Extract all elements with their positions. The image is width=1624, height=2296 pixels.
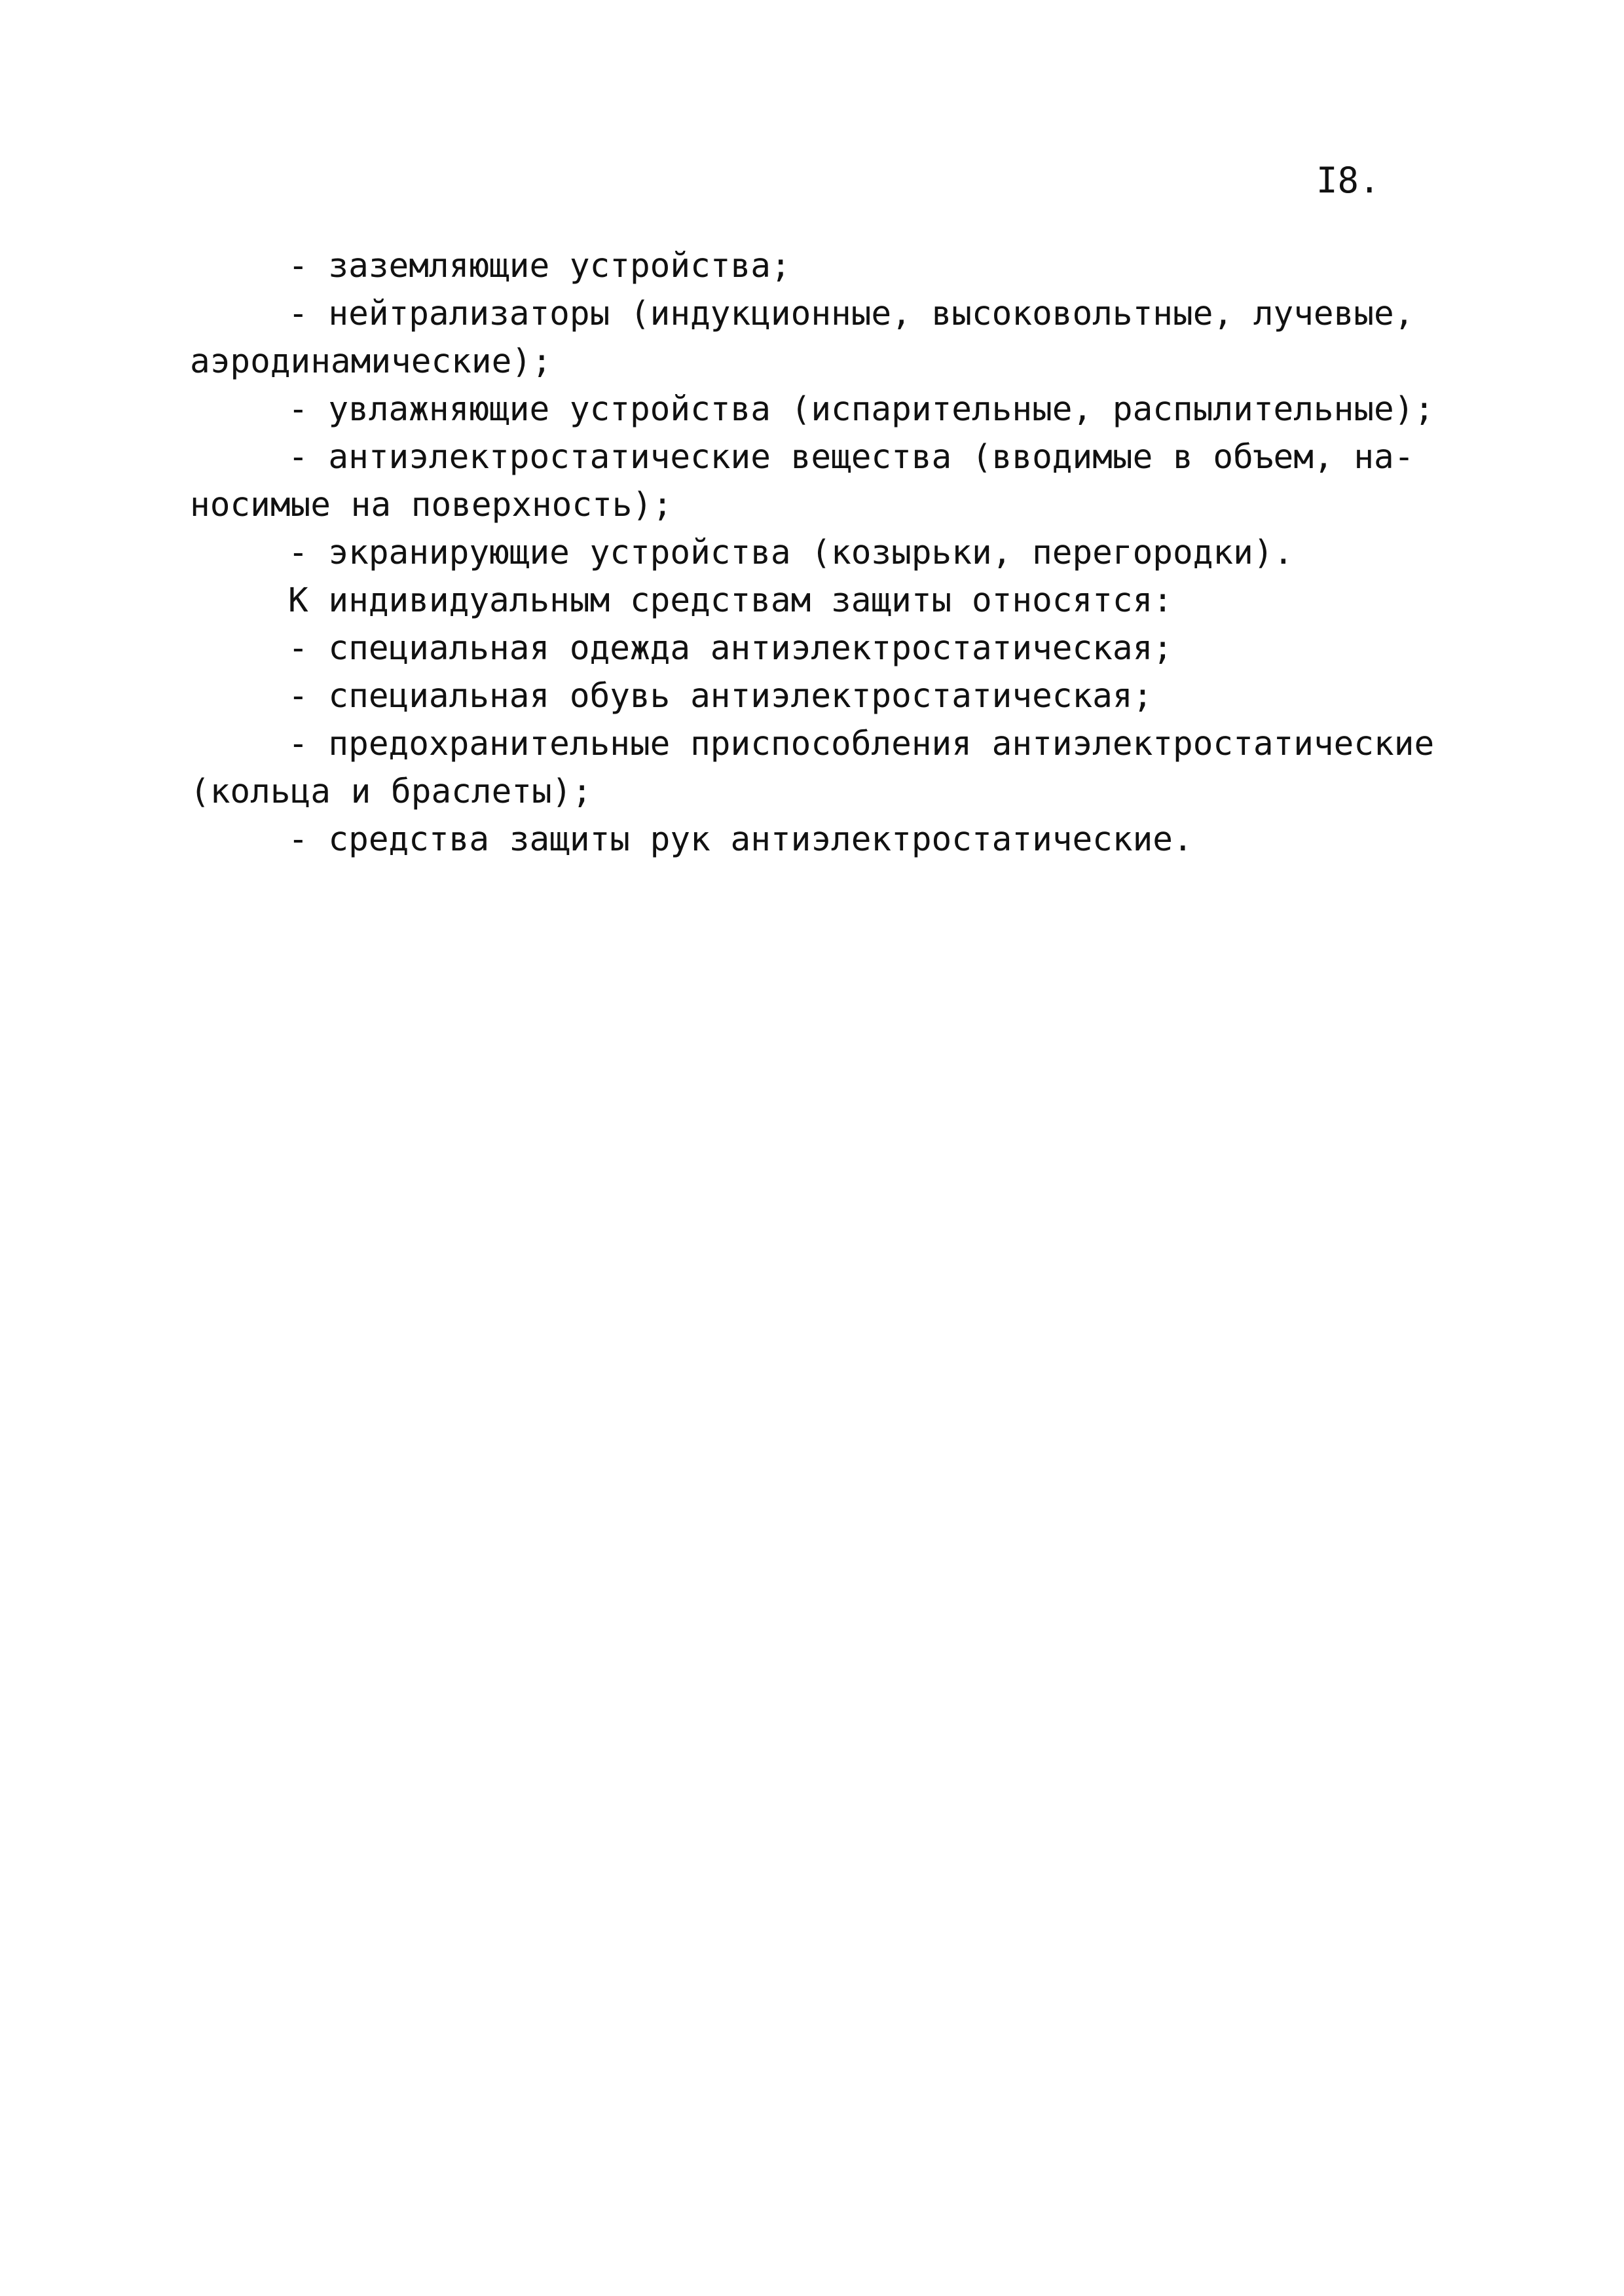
list-item-text: - антиэлектростатические вещества (вводимые в объем, на- xyxy=(288,438,1414,477)
list-item-continuation xyxy=(0,481,1624,529)
list-item-text: - средства защиты рук антиэлектростатические. xyxy=(288,820,1193,859)
list-item xyxy=(0,625,1624,672)
list-item-continuation xyxy=(0,338,1624,386)
page-number: I8. xyxy=(1316,160,1380,201)
list-item-text: (кольца и браслеты); xyxy=(190,773,593,811)
list-item xyxy=(0,672,1624,720)
list-item-text: - экранирующие устройства (козырьки, перегородки). xyxy=(288,534,1294,572)
list-item-text: - заземляющие устройства; xyxy=(288,247,791,285)
list-item xyxy=(0,290,1624,338)
list-item-text: - специальная одежда антиэлектростатическая; xyxy=(288,629,1173,668)
list-item xyxy=(0,529,1624,577)
list-item xyxy=(0,386,1624,433)
paragraph-line xyxy=(0,577,1624,625)
list-item-text: аэродинамические); xyxy=(190,342,552,381)
paragraph-text: К индивидуальным средствам защиты относятся: xyxy=(288,581,1173,620)
document-body xyxy=(0,242,1624,864)
list-item-continuation xyxy=(0,768,1624,816)
list-item-text: - специальная обувь антиэлектростатическая; xyxy=(288,677,1153,716)
list-item xyxy=(0,242,1624,290)
list-item-text: - нейтрализаторы (индукционные, высоковольтные, лучевые, xyxy=(288,295,1414,333)
list-item xyxy=(0,433,1624,481)
list-item xyxy=(0,720,1624,768)
list-item-text: - предохранительные приспособления антиэлектростатические xyxy=(288,725,1435,763)
list-item-text: - увлажняющие устройства (испарительные, распылительные); xyxy=(288,390,1435,429)
list-item xyxy=(0,816,1624,864)
list-item-text: носимые на поверхность); xyxy=(190,486,673,524)
